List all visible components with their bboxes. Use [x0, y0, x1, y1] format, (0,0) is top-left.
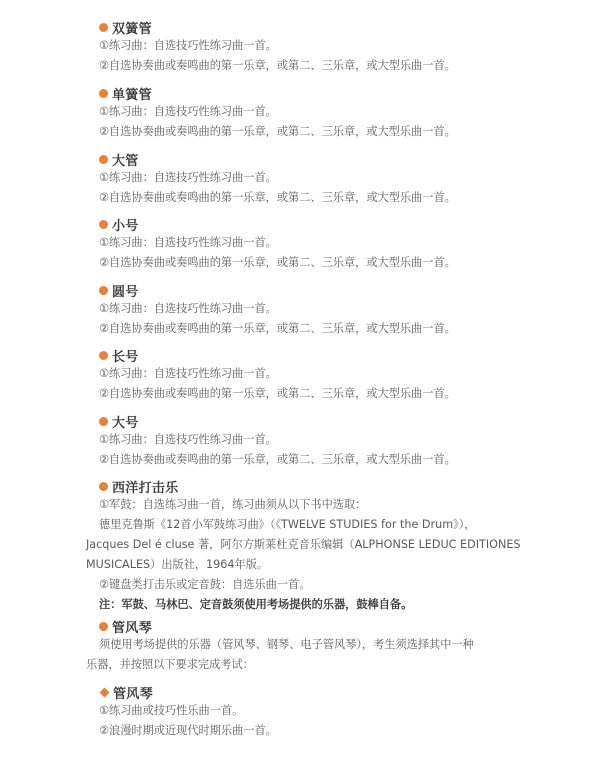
bullet-dot-icon	[99, 155, 108, 164]
section-heading	[99, 346, 569, 364]
requirement-line: ②键盘类打击乐或定音鼓：自选乐曲一首。	[99, 578, 311, 591]
bullet-dot-icon	[99, 482, 108, 491]
section-oboe	[99, 18, 569, 76]
requirement-line: ①练习曲：自选技巧性练习曲一首。	[99, 171, 277, 184]
requirement-line: ②自选协奏曲或奏鸣曲的第一乐章，或第二、三乐章，或大型乐曲一首。	[99, 322, 456, 335]
section-heading	[99, 215, 569, 233]
section-heading	[99, 617, 569, 635]
section-trumpet	[99, 215, 569, 273]
requirement-line: ①练习曲：自选技巧性练习曲一首。	[99, 105, 277, 118]
requirement-line: ①练习曲或技巧性乐曲一首。	[99, 704, 244, 717]
bullet-dot-icon	[99, 622, 108, 631]
requirement-line: Jacques Del é cluse 著，阿尔方斯莱杜克音乐编辑（ALPHONSE LEDUC EDITIONES	[86, 538, 521, 551]
intro-line: 乐器，并按照以下要求完成考试：	[86, 658, 254, 671]
requirement-line: ②自选协奏曲或奏鸣曲的第一乐章，或第二、三乐章，或大型乐曲一首。	[99, 453, 456, 466]
intro-line: 须使用考场提供的乐器（管风琴、钢琴、电子管风琴），考生须选择其中一种	[99, 638, 474, 651]
heading-text: 小号	[112, 218, 139, 234]
subsection-organ	[99, 683, 569, 741]
heading-text: 圆号	[112, 284, 139, 300]
section-bassoon	[99, 150, 569, 208]
heading-text: 管风琴	[113, 686, 153, 702]
requirement-line: ②自选协奏曲或奏鸣曲的第一乐章，或第二、三乐章，或大型乐曲一首。	[99, 125, 456, 138]
requirement-line: ①练习曲：自选技巧性练习曲一首。	[99, 367, 277, 380]
bullet-dot-icon	[99, 417, 108, 426]
heading-text: 管风琴	[112, 620, 152, 636]
bullet-dot-icon	[99, 220, 108, 229]
section-heading	[99, 84, 569, 102]
subsection-heading	[99, 683, 569, 701]
percussion-note: 注：军鼓、马林巴、定音鼓须使用考场提供的乐器，鼓棒自备。	[99, 598, 413, 611]
section-heading	[99, 150, 569, 168]
heading-text: 西洋打击乐	[112, 480, 179, 496]
heading-text: 单簧管	[112, 87, 152, 103]
requirement-line: ②自选协奏曲或奏鸣曲的第一乐章，或第二、三乐章，或大型乐曲一首。	[99, 256, 456, 269]
heading-text: 长号	[112, 349, 139, 365]
requirement-line: ②浪漫时期或近现代时期乐曲一首。	[99, 724, 277, 737]
requirement-line: ①练习曲：自选技巧性练习曲一首。	[99, 39, 277, 52]
section-heading	[99, 412, 569, 430]
heading-text: 大号	[112, 415, 139, 431]
requirement-line: ①军鼓：自选练习曲一首，练习曲须从以下书中选取：	[99, 498, 367, 511]
requirement-line: ①练习曲：自选技巧性练习曲一首。	[99, 236, 277, 249]
requirement-line: ②自选协奏曲或奏鸣曲的第一乐章，或第二、三乐章，或大型乐曲一首。	[99, 59, 456, 72]
diamond-bullet-icon	[100, 687, 110, 697]
section-percussion	[86, 477, 589, 615]
requirement-line: MUSICALES）出版社，1964年版。	[86, 558, 269, 571]
bullet-dot-icon	[99, 351, 108, 360]
section-tuba	[99, 412, 569, 470]
heading-text: 双簧管	[112, 21, 152, 37]
requirement-line: ①练习曲：自选技巧性练习曲一首。	[99, 433, 277, 446]
section-organ	[86, 617, 569, 675]
section-clarinet	[99, 84, 569, 142]
section-heading	[99, 18, 569, 36]
section-heading	[99, 281, 569, 299]
requirement-line: 德里克鲁斯《12首小军鼓练习曲》（《TWELVE STUDIES for the Drum》），	[99, 518, 476, 531]
bullet-dot-icon	[99, 286, 108, 295]
requirement-line: ②自选协奏曲或奏鸣曲的第一乐章，或第二、三乐章，或大型乐曲一首。	[99, 387, 456, 400]
section-trombone	[99, 346, 569, 404]
heading-text: 大管	[112, 153, 139, 169]
requirement-line: ②自选协奏曲或奏鸣曲的第一乐章，或第二、三乐章，或大型乐曲一首。	[99, 191, 456, 204]
bullet-dot-icon	[99, 89, 108, 98]
section-heading	[99, 477, 589, 495]
requirement-line: ①练习曲：自选技巧性练习曲一首。	[99, 302, 277, 315]
section-horn	[99, 281, 569, 339]
bullet-dot-icon	[99, 23, 108, 32]
